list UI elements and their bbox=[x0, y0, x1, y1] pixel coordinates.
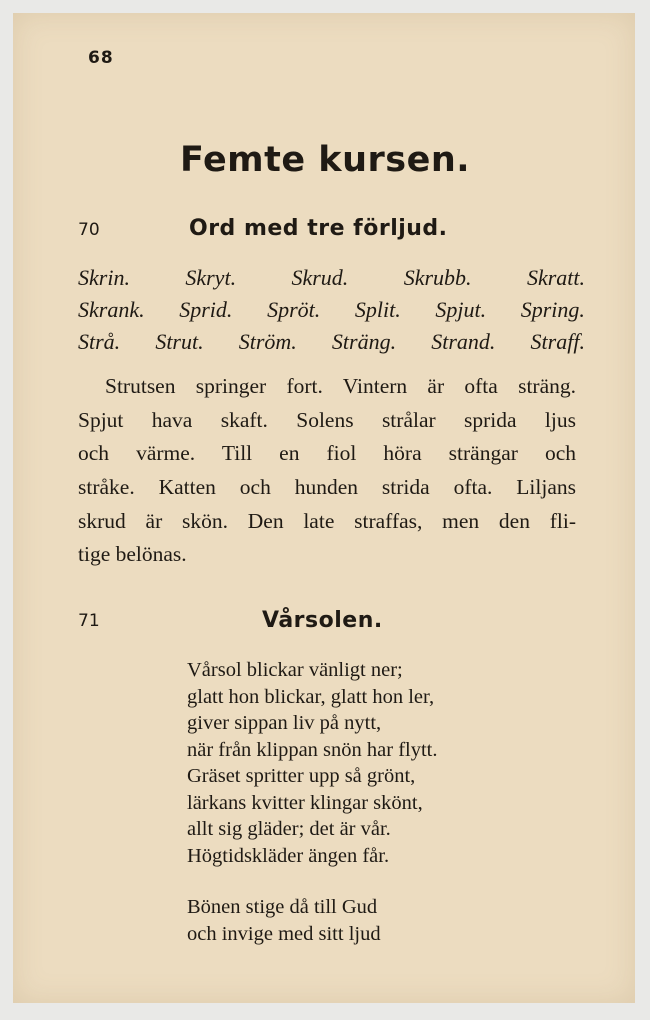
word: Skrank. bbox=[78, 297, 145, 322]
word-row bbox=[78, 297, 585, 323]
poem-line: giver sippan liv på nytt, bbox=[187, 712, 382, 734]
word: Skrin. bbox=[78, 265, 130, 290]
poem-line: glatt hon blickar, glatt hon ler, bbox=[187, 685, 435, 708]
poem-line: allt sig gläder; det är vår. bbox=[187, 818, 391, 840]
poem-stanza bbox=[187, 894, 381, 947]
poem-line: Bönen stige då till Gud bbox=[187, 896, 378, 918]
poem-line: när från klippan snön har flytt. bbox=[187, 738, 438, 761]
poem-line: och invige med sitt ljud bbox=[187, 922, 381, 945]
prose-line: och värme. Till en fiol höra strängar och bbox=[78, 441, 576, 466]
word: Strut. bbox=[155, 329, 204, 354]
word-row bbox=[78, 329, 585, 355]
section-title: Ord med tre förljud. bbox=[189, 216, 448, 241]
prose-line: stråke. Katten och hunden strida ofta. Liljans bbox=[78, 475, 576, 500]
word: Skratt. bbox=[526, 265, 585, 290]
word: Spjut. bbox=[435, 297, 487, 322]
prose-paragraph bbox=[78, 370, 576, 572]
word: Ström. bbox=[238, 329, 297, 354]
prose-line: skrud är skön. Den late straffas, men den fli- bbox=[78, 508, 576, 533]
section-number: 70 bbox=[78, 220, 100, 240]
word: Straff. bbox=[530, 329, 585, 354]
prose-line: Strutsen springer fort. Vintern är ofta sträng. bbox=[105, 374, 576, 398]
word-row bbox=[78, 265, 585, 291]
word: Spring. bbox=[520, 297, 585, 322]
poem-line: Vårsol blickar vänligt ner; bbox=[187, 659, 403, 681]
word: Strand. bbox=[431, 329, 496, 354]
word: Strå. bbox=[78, 329, 121, 354]
section-title: Vårsolen. bbox=[262, 608, 383, 633]
section-number: 71 bbox=[78, 611, 100, 631]
word: Sprid. bbox=[179, 297, 233, 322]
prose-line: Spjut hava skaft. Solens strålar sprida ljus bbox=[78, 407, 576, 432]
poem-line: lärkans kvitter klingar skönt, bbox=[187, 791, 423, 814]
page-number: 68 bbox=[88, 48, 114, 68]
chapter-title: Femte kursen. bbox=[179, 140, 471, 180]
word: Skrud. bbox=[291, 265, 349, 290]
word: Skrubb. bbox=[403, 265, 472, 290]
word: Spröt. bbox=[267, 297, 321, 322]
prose-line: tige belönas. bbox=[78, 542, 187, 567]
word: Split. bbox=[354, 297, 401, 322]
poem-line: Högtidskläder ängen får. bbox=[187, 844, 390, 867]
word: Sträng. bbox=[331, 329, 397, 354]
word: Skryt. bbox=[185, 265, 237, 290]
poem-stanza bbox=[187, 657, 437, 869]
poem-line: Gräset spritter upp så grönt, bbox=[187, 765, 416, 787]
